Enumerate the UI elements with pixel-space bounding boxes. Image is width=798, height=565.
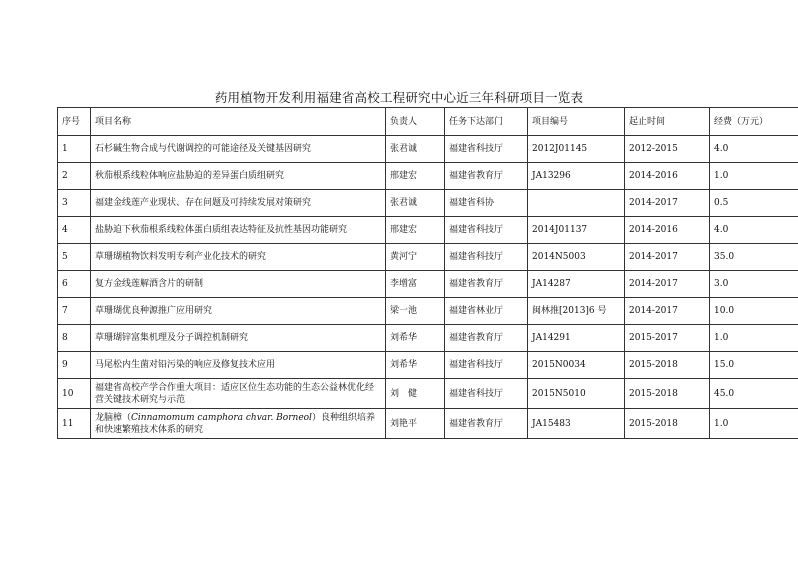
cell-project-name: [91, 409, 386, 439]
header-project-code: 项目编号: [528, 108, 625, 136]
header-project-name: 项目名称: [91, 108, 386, 136]
cell-period: 2015-2018: [625, 379, 710, 409]
cell-department: 福建省科协: [445, 190, 528, 217]
cell-number: 1: [58, 136, 91, 163]
cell-project-name: 石杉碱生物合成与代谢调控的可能途径及关键基因研究: [91, 136, 386, 163]
cell-period: 2014-2016: [625, 217, 710, 244]
cell-number: 8: [58, 325, 91, 352]
cell-funds: 1.0: [710, 163, 798, 190]
cell-project-name: 福建省高校产学合作重大项目：适应区位生态功能的生态公益林优化经营关键技术研究与示范: [91, 379, 386, 409]
cell-lead: 黄河宁: [386, 244, 445, 271]
cell-number: 9: [58, 352, 91, 379]
cell-project-name: 福建金线莲产业现状、存在问题及可持续发展对策研究: [91, 190, 386, 217]
cell-project-code: 2012J01145: [528, 136, 625, 163]
cell-department: 福建省科技厅: [445, 379, 528, 409]
cell-department: 福建省科技厅: [445, 244, 528, 271]
cell-project-code: 2015N0034: [528, 352, 625, 379]
cell-funds: 10.0: [710, 298, 798, 325]
cell-lead: 张君诚: [386, 136, 445, 163]
cell-department: 福建省教育厅: [445, 325, 528, 352]
cell-department: 福建省科技厅: [445, 136, 528, 163]
project-table: [57, 107, 798, 439]
cell-project-code: 2014N5003: [528, 244, 625, 271]
cell-lead: 李增富: [386, 271, 445, 298]
cell-department: 福建省科技厅: [445, 217, 528, 244]
cell-number: 5: [58, 244, 91, 271]
cell-department: 福建省教育厅: [445, 409, 528, 439]
cell-funds: 35.0: [710, 244, 798, 271]
table-row: [58, 352, 798, 379]
cell-period: 2014-2017: [625, 190, 710, 217]
cell-project-name: 秋茄根系线粒体响应盐胁迫的差异蛋白质组研究: [91, 163, 386, 190]
cell-lead: 梁一池: [386, 298, 445, 325]
cell-project-code: 闽林推[2013]6 号: [528, 298, 625, 325]
cell-project-name: 马尾松内生菌对铅污染的响应及修复技术应用: [91, 352, 386, 379]
table-row: [58, 409, 798, 439]
header-number: 序号: [58, 108, 91, 136]
header-period: 起止时间: [625, 108, 710, 136]
cell-project-code: 2014J01137: [528, 217, 625, 244]
cell-project-code: JA14287: [528, 271, 625, 298]
cell-project-code: [528, 190, 625, 217]
cell-number: 2: [58, 163, 91, 190]
cell-project-name: 草珊瑚植物饮料发明专利产业化技术的研究: [91, 244, 386, 271]
cell-lead: 刘希华: [386, 352, 445, 379]
table-row: [58, 244, 798, 271]
cell-funds: 1.0: [710, 325, 798, 352]
cell-number: 4: [58, 217, 91, 244]
cell-funds: 1.0: [710, 409, 798, 439]
cell-project-code: JA14291: [528, 325, 625, 352]
cell-lead: 刘艳平: [386, 409, 445, 439]
cell-period: 2014-2017: [625, 244, 710, 271]
cell-number: 3: [58, 190, 91, 217]
latin-species-name: Cinnamomum camphora chvar. Borneol: [131, 412, 312, 423]
cell-project-code: JA13296: [528, 163, 625, 190]
table-row: [58, 190, 798, 217]
cell-department: 福建省教育厅: [445, 163, 528, 190]
cell-funds: 4.0: [710, 136, 798, 163]
table-row: [58, 217, 798, 244]
cell-department: 福建省教育厅: [445, 271, 528, 298]
cell-funds: 3.0: [710, 271, 798, 298]
project-name-part: 龙脑樟（: [95, 412, 132, 423]
cell-project-name: 草珊瑚优良种源推广应用研究: [91, 298, 386, 325]
header-lead: 负责人: [386, 108, 445, 136]
table-header-row: [58, 108, 798, 136]
cell-number: 10: [58, 379, 91, 409]
table-row: [58, 325, 798, 352]
table-row: [58, 271, 798, 298]
table-row: [58, 298, 798, 325]
cell-period: 2015-2018: [625, 352, 710, 379]
cell-period: 2015-2017: [625, 325, 710, 352]
cell-funds: 15.0: [710, 352, 798, 379]
cell-department: 福建省科技厅: [445, 352, 528, 379]
cell-period: 2014-2017: [625, 271, 710, 298]
cell-project-code: 2015N5010: [528, 379, 625, 409]
cell-funds: 0.5: [710, 190, 798, 217]
cell-period: 2012-2015: [625, 136, 710, 163]
cell-lead: 邢建宏: [386, 163, 445, 190]
cell-lead: 刘 健: [386, 379, 445, 409]
table-row: [58, 163, 798, 190]
cell-period: 2015-2018: [625, 409, 710, 439]
table-row: [58, 136, 798, 163]
cell-lead: 邢建宏: [386, 217, 445, 244]
project-name-part: ）良种组织培养和快速繁殖技术体系的研究: [95, 412, 375, 435]
cell-lead: 张君诚: [386, 190, 445, 217]
cell-number: 7: [58, 298, 91, 325]
cell-project-code: JA15483: [528, 409, 625, 439]
cell-project-name: 盐胁迫下秋茄根系线粒体蛋白质组表达特征及抗性基因功能研究: [91, 217, 386, 244]
cell-number: 11: [58, 409, 91, 439]
cell-period: 2014-2016: [625, 163, 710, 190]
document-title: 药用植物开发利用福建省高校工程研究中心近三年科研项目一览表: [214, 90, 584, 105]
header-funds: 经费（万元）: [710, 108, 798, 136]
cell-period: 2014-2017: [625, 298, 710, 325]
header-department: 任务下达部门: [445, 108, 528, 136]
cell-project-name: 复方金线莲解酒含片的研制: [91, 271, 386, 298]
cell-lead: 刘希华: [386, 325, 445, 352]
cell-department: 福建省林业厅: [445, 298, 528, 325]
cell-funds: 4.0: [710, 217, 798, 244]
table-row: [58, 379, 798, 409]
cell-project-name: 草珊瑚锌富集机理及分子调控机制研究: [91, 325, 386, 352]
cell-number: 6: [58, 271, 91, 298]
cell-funds: 45.0: [710, 379, 798, 409]
